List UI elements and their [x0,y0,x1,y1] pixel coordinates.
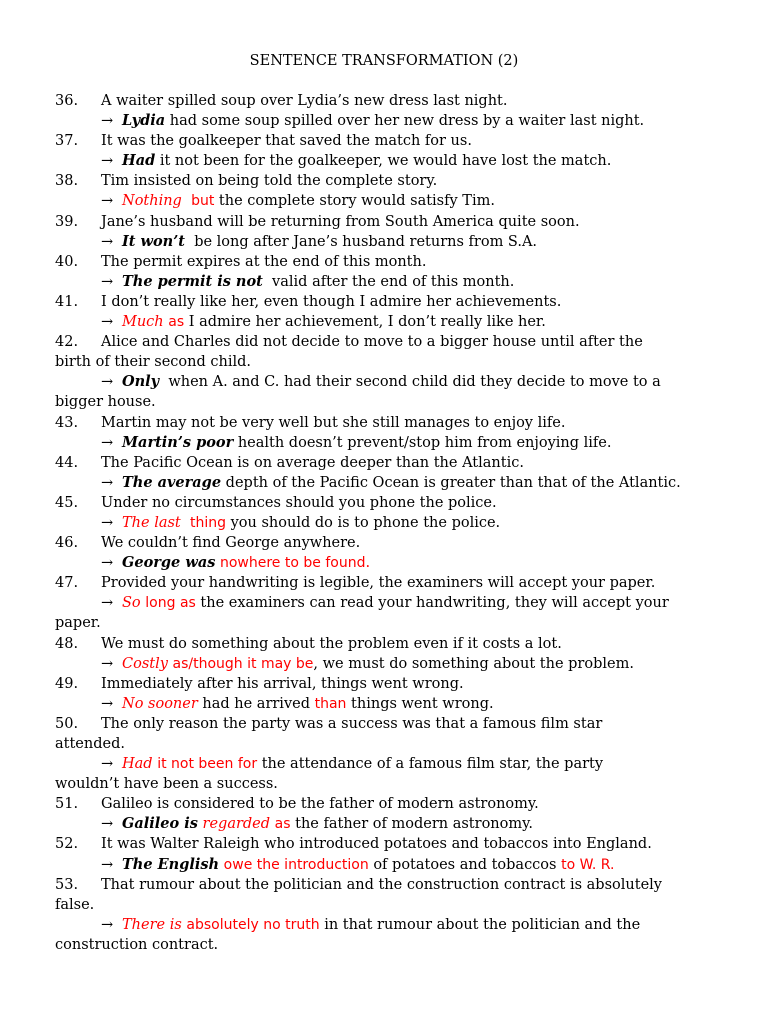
question-38 [55,171,715,191]
question-number: 45. [55,494,79,511]
question-text: That rumour about the politician and the construction contract is absolutely [101,876,662,893]
answer-keyword: So [122,595,141,612]
answer-keyword: The average [122,473,222,491]
answer-added-word: it not been for [157,756,258,773]
answer-added-word: thing [189,514,226,531]
answer-text: had some soup spilled over her new dress by a waiter last night. [165,113,645,130]
question-50 [55,714,715,734]
question-number: 41. [55,293,79,310]
page-title: SENTENCE TRANSFORMATION (2) [249,53,519,69]
arrow-icon: → [101,273,114,290]
question-text: A waiter spilled soup over Lydia’s new dress last night. [101,93,508,109]
answer-text: it not been for the goalkeeper, we would have lost the match. [155,153,612,170]
question-text: Jane’s husband will be returning from South America quite soon. [101,213,580,230]
answer-text: I admire her achievement, I don’t really like her. [184,314,546,331]
question-text: Immediately after his arrival, things went wrong. [101,675,464,692]
answer-42-continued [55,392,715,412]
answer-added-word: as/though it may be [172,655,314,672]
answer-added-word: to W. R. [561,856,615,873]
question-number: 43. [55,414,79,431]
question-number: 47. [55,575,79,592]
question-50-continued [55,734,715,754]
question-text: attended. [55,736,125,752]
answer-keyword: The English [122,855,220,873]
question-40 [55,252,715,272]
answer-47-continued [55,613,715,633]
question-46 [55,533,715,553]
answer-keyword: The permit is not [122,272,263,290]
question-number: 49. [55,675,79,692]
answer-text: , we must do something about the problem. [313,655,634,672]
arrow-icon: → [101,756,114,773]
question-text: Galileo is considered to be the father of modern astronomy. [101,796,539,813]
question-51 [55,794,715,814]
arrow-icon: → [101,595,114,612]
answer-42 [55,372,715,392]
arrow-icon: → [101,695,114,712]
question-number: 44. [55,454,79,471]
answer-text: you should do is to phone the police. [226,514,501,531]
question-text: Martin may not be very well but she still manages to enjoy life. [101,414,566,431]
arrow-icon: → [101,314,114,331]
arrow-icon: → [101,474,114,491]
answer-50-continued [55,774,715,794]
answer-50 [55,754,715,774]
question-text: birth of their second child. [55,354,251,371]
question-47 [55,573,715,593]
answer-40 [55,272,715,292]
arrow-icon: → [101,113,114,130]
answer-text: in that rumour about the politician and the [319,916,641,933]
answer-text: the examiners can read your handwriting, they will accept your [195,595,669,612]
question-text: Alice and Charles did not decide to move to a bigger house until after the [101,334,643,351]
answer-text: of potatoes and tobaccos [368,856,562,873]
question-text: We must do something about the problem even if it costs a lot. [101,635,562,652]
question-text: It was the goalkeeper that saved the match for us. [101,133,472,150]
exercise-list [55,91,715,955]
question-number: 37. [55,133,79,150]
answer-text: health doesn’t prevent/stop him from enjoying life. [233,434,612,451]
question-48 [55,634,715,654]
answer-keyword: It won’t [122,232,185,250]
answer-48 [55,654,715,674]
question-36 [55,91,715,111]
answer-added-word: than [314,695,347,712]
answer-keyword: Had [122,152,156,170]
question-text: The only reason the party was a success was that a famous film star [101,715,603,732]
answer-36 [55,111,715,131]
answer-44 [55,473,715,493]
answer-added-word: absolutely no truth [186,916,320,933]
answer-text: the attendance of a famous film star, the party [257,756,604,773]
question-52 [55,834,715,854]
answer-keyword: There is [122,916,182,933]
question-37 [55,131,715,151]
answer-text: be long after Jane’s husband returns from S.A. [184,233,538,250]
question-text: Provided your handwriting is legible, the examiners will accept your paper. [101,575,656,592]
question-45 [55,493,715,513]
question-49 [55,674,715,694]
arrow-icon: → [101,816,114,833]
answer-43 [55,433,715,453]
arrow-icon: → [101,153,114,170]
answer-keyword: Nothing [122,193,182,210]
question-number: 38. [55,173,79,190]
question-43 [55,413,715,433]
answer-49 [55,694,715,714]
question-text: The Pacific Ocean is on average deeper than the Atlantic. [101,454,524,471]
answer-added-word: owe the introduction [223,856,369,873]
arrow-icon: → [101,916,114,933]
answer-keyword: The last [122,514,181,531]
answer-text: things went wrong. [346,695,494,712]
arrow-icon: → [101,434,114,451]
question-number: 50. [55,715,79,732]
answer-text: the father of modern astronomy. [290,816,533,833]
question-text: Tim insisted on being told the complete story. [101,173,438,190]
answer-keyword: No sooner [122,695,198,712]
question-42-continued [55,352,715,372]
answer-keyword: Only [122,373,160,391]
question-number: 51. [55,796,79,813]
arrow-icon: → [101,233,114,250]
question-text: false. [55,896,95,913]
arrow-icon: → [101,655,114,672]
arrow-icon: → [101,193,114,210]
answer-51 [55,814,715,834]
answer-39 [55,232,715,252]
arrow-icon: → [101,374,114,391]
answer-added-word: as [274,816,291,833]
answer-added-word: nowhere to be found [219,555,366,572]
answer-keyword: Costly [122,655,168,672]
answer-47 [55,593,715,613]
answer-text: bigger house. [55,394,156,411]
answer-52 [55,855,715,875]
answer-text: construction contract. [55,936,219,953]
answer-text: when A. and C. had their second child did they decide to move to a [159,374,661,391]
answer-53-continued [55,935,715,955]
answer-added-word: long as [145,595,196,612]
question-number: 40. [55,253,79,270]
answer-45 [55,513,715,533]
question-number: 36. [55,93,79,109]
question-number: 46. [55,535,79,552]
answer-37 [55,151,715,171]
answer-text: wouldn’t have been a success. [55,776,278,793]
question-number: 42. [55,334,79,351]
answer-41 [55,312,715,332]
answer-added-word: regarded [202,816,271,833]
arrow-icon: → [101,555,114,572]
answer-keyword: Had [122,756,153,773]
question-39 [55,212,715,232]
answer-38 [55,191,715,211]
answer-text: paper. [55,615,101,632]
answer-punctuation: . [365,555,371,572]
arrow-icon: → [101,514,114,531]
answer-keyword: Martin’s poor [122,433,234,451]
question-text: We couldn’t find George anywhere. [101,535,361,552]
answer-text: depth of the Pacific Ocean is greater than that of the Atlantic. [221,474,681,491]
question-41 [55,292,715,312]
answer-keyword: Galileo is [122,815,198,833]
answer-keyword: Much [122,314,164,331]
question-text: It was Walter Raleigh who introduced potatoes and tobaccos into England. [101,836,652,853]
question-53-continued [55,895,715,915]
question-text: Under no circumstances should you phone the police. [101,494,497,511]
answer-53 [55,915,715,935]
answer-added-word: but [191,193,215,210]
answer-text: the complete story would satisfy Tim. [214,193,495,210]
arrow-icon: → [101,856,114,873]
answer-46 [55,553,715,573]
question-42 [55,332,715,352]
answer-text: had he arrived [197,695,315,712]
question-number: 52. [55,836,79,853]
question-53 [55,875,715,895]
question-number: 39. [55,213,79,230]
answer-keyword: George was [122,554,216,572]
answer-added-word: as [168,314,185,331]
question-44 [55,453,715,473]
question-text: I don’t really like her, even though I admire her achievements. [101,293,562,310]
answer-text: valid after the end of this month. [262,273,515,290]
question-number: 53. [55,876,79,893]
question-number: 48. [55,635,79,652]
question-text: The permit expires at the end of this month. [101,253,427,270]
answer-keyword: Lydia [122,112,166,130]
